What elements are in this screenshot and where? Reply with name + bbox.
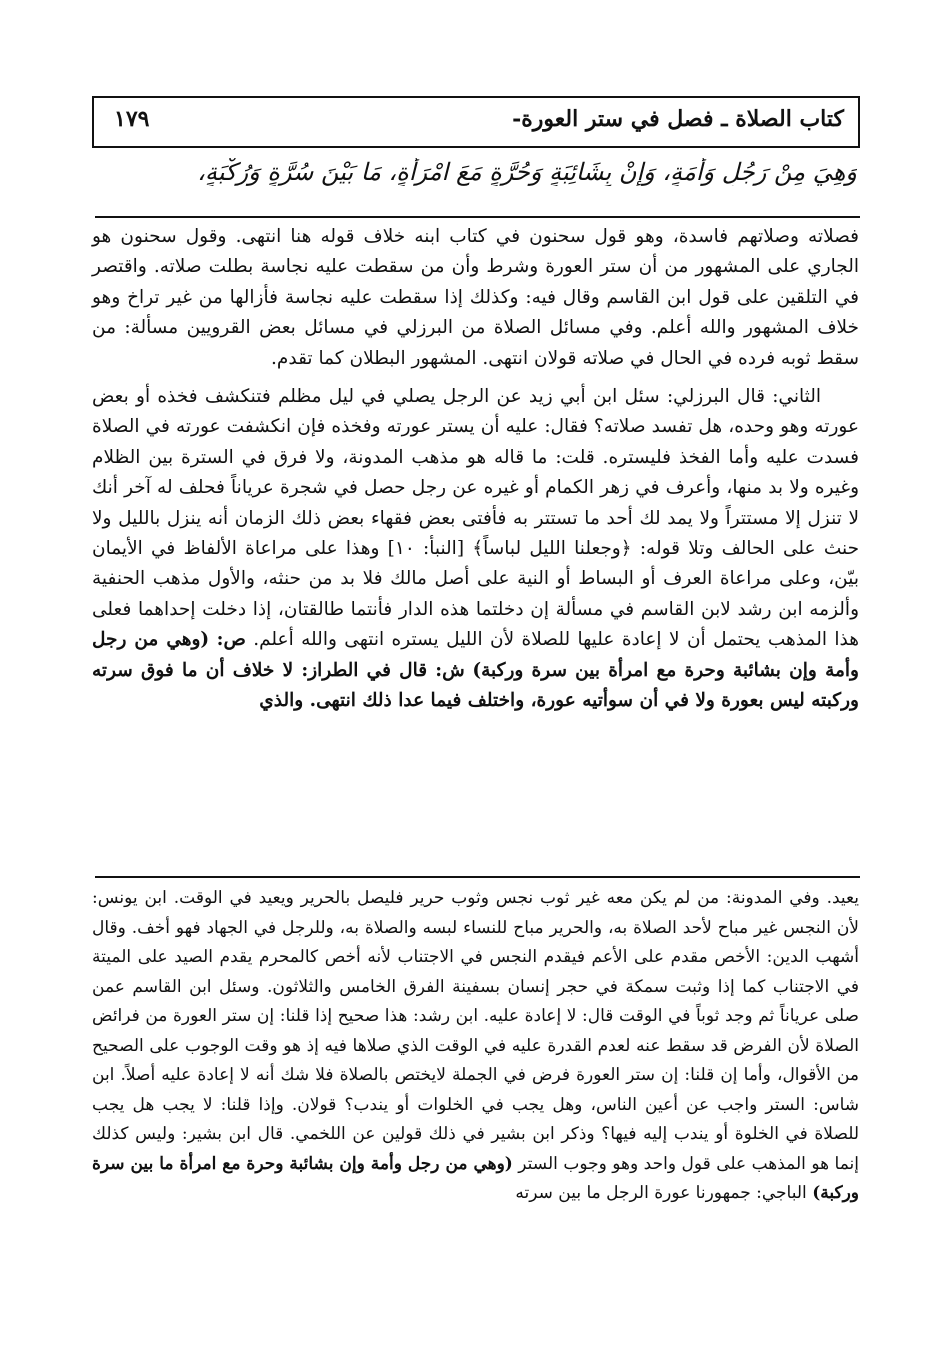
matn-marker: ص: xyxy=(216,629,246,651)
footnote-matn-quote: (وهي من رجل وأمة وإن بشائبة وحرة مع امرأة ما بين سرة وركبة) xyxy=(92,1153,859,1203)
footnote-divider xyxy=(95,876,860,878)
sharh-continuation: ش: قال في الطراز: لا خلاف أن ما فوق سرته وركبته ليس بعورة ولا في أن سوأتيه عورة، واختلف فيما عدا ذلك انتهى. والذي xyxy=(92,659,859,712)
footnote-body: يعيد. وفي المدونة: من لم يكن معه غير ثوب نجس وثوب حرير فليصل بالحرير ويعيد في الوقت. ابن يونس: لأن النجس غير مباح لأحد الصلاة به، والحرير مباح للنساء لبسه والصلاة به، وللرجل في الجهاد فهو أخف. وقال أشهب الدين: الأخص مقدم على الأعم فيقدم النجس في الاجتناب لأنه أخص كالمحرم يقدم الصيد على الميتة في الاجتناب كما إذا وثبت سمكة في حجر إنسان بسفينة الفرق الخامس والثلاثون. وسئل ابن القاسم عمن صلى عرياناً ثم وجد ثوباً في الوقت قال: لا إعادة عليه. ابن رشد: هذا صحيح إذا قلنا: إن ستر العورة من فرائض الصلاة لأن الفرض قد سقط عنه لعدم القدرة عليه في الوقت الذي صلاها فيه إذ هو وقت الوجوب على الصحيح من الأقوال، وأما إن قلنا: إن ستر العورة فرض في الجملة لايختص بالصلاة فلا شك أنه لا إعادة عليه أصلاً. ابن شاس: الستر واجب عن أعين الناس، وهل يجب في الخلوات أو يندب؟ قولان. وإذا قلنا: لا يجب هل يجب للصلاة في الخلوة أو يندب إليه فيها؟ وذكر ابن بشير في ذلك قولين عن اللخمي. قال ابن بشير: وليس كذلك إنما هو المذهب على قول واحد وهو وجوب الستر xyxy=(92,888,859,1174)
matn-quote: (وهي من رجل وأمة وإن بشائبة وحرة مع امرأة بين سرة وركبة) xyxy=(92,629,859,681)
top-divider xyxy=(95,216,860,218)
commentary-text xyxy=(92,222,859,725)
commentary-paragraph-1: فصلاته وصلاتهم فاسدة، وهو قول سحنون في كتاب ابنه خلاف قوله هنا انتهى. وقول سحنون هو الجاري على المشهور من أن ستر العورة وشرط وأن من سقطت عليه نجاسة بطلت صلاته. واقتصر في التلقين على قول ابن القاسم وقال فيه: وكذلك إذا سقطت عليه نجاسة فأزالها من غير تراخ وهو خلاف المشهور والله أعلم. وفي مسائل الصلاة من البرزلي في مسائل بعض القرويين مسألة: من سقط ثوبه فرده في الحال في صلاته قولان انتهى. المشهور البطلان كما تقدم. xyxy=(92,226,859,369)
page-number: ١٧٩ xyxy=(114,106,150,132)
running-header xyxy=(92,96,860,148)
chapter-title: كتاب الصلاة ـ فصل في ستر العورة- xyxy=(512,106,844,132)
footnote-text xyxy=(92,884,859,1209)
footnote-paragraph xyxy=(92,884,859,1209)
commentary-paragraph-2 xyxy=(92,382,859,716)
matn-verse: وَهِيَ مِنْ رَجُلٍ وَأَمَةٍ، وَإِنْ بِشَائِبَةٍ وَحُرَّةٍ مَعَ امْرَأَةٍ، مَا بَيْنَ سُرَّةٍ وَرُكْبَةٍ، xyxy=(197,158,857,186)
paragraph-2-body: الثاني: قال البرزلي: سئل ابن أبي زيد عن الرجل يصلي في ليل مظلم فتنكشف فخذه أو بعض عورته وهو وحده، هل تفسد صلاته؟ فقال: عليه أن يستر عورته وفخذه فإن انكشفت عورته في الصلاة فسدت عليه وأما الفخذ فليستره. قلت: ما قاله هو مذهب المدونة، ولا فرق في السترة بين الظلام وغيره ولا بد منها، وأعرف في زهر الكمام أو غيره عن رجل حصل في شجرة عرياناً فحلف له آخر أنك لا تنزل إلا مستتراً ولا يمد لك أحد ما تستتر به فأفتى بعض فقهاء بعض ذلك الزمان أنه ينزل بالليل ولا حنث على الحالف وتلا قوله: ﴿وجعلنا الليل لباساً﴾ [النبأ: ١٠] وهذا على مراعاة الألفاظ في الأيمان بيّن، وعلى مراعاة العرف أو البساط أو النية على أصل مالك فلا بد من حنثه، والأول مذهب الحنفية وألزمه ابن رشد لابن القاسم في مسألة إن دخلتما هذه الدار فأنتما طالقتان، إذا دخلت إحداهما فعلى هذا المذهب يحتمل أن لا إعادة عليها للصلاة لأن الليل يستره انتهى والله أعلم. xyxy=(92,386,860,651)
footnote-tail: الباجي: جمهورنا عورة الرجل ما بين سرته xyxy=(515,1183,807,1203)
